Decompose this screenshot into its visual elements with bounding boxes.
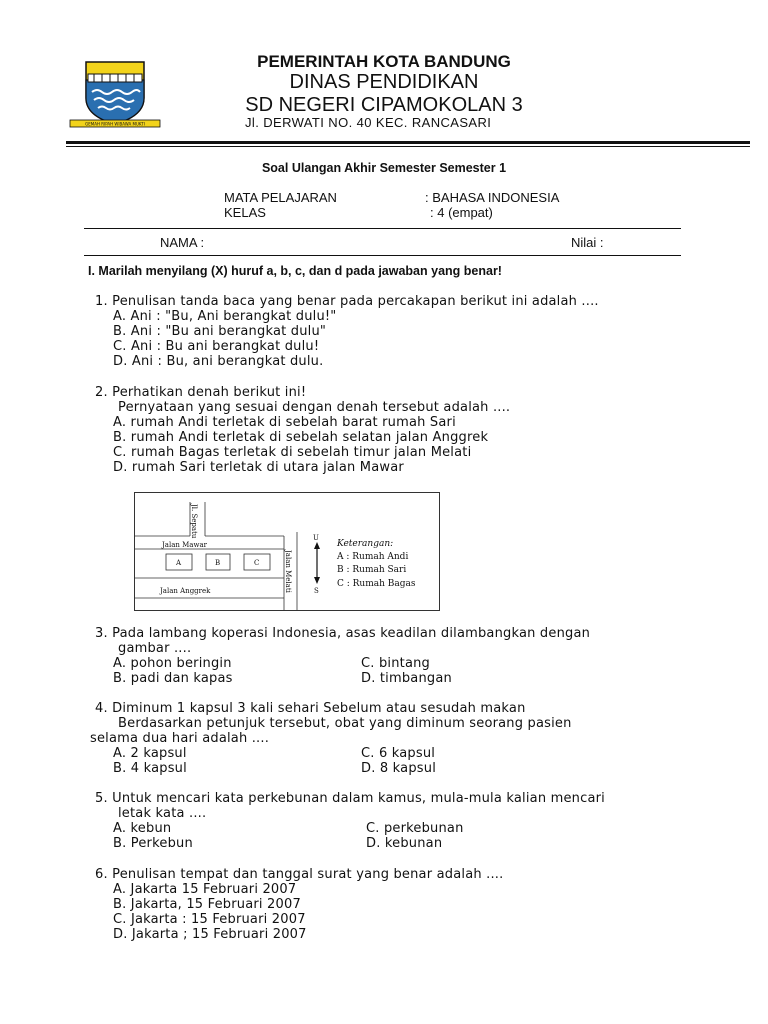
neighborhood-map (134, 492, 440, 611)
map-house-a: A (176, 559, 182, 567)
exam-title: Soal Ulangan Akhir Semester Semester 1 (261, 161, 507, 175)
map-label-jl-sepatu: Jl. Sepatu (190, 504, 198, 539)
question-6-option-b: B. Jakarta, 15 Februari 2007 (113, 897, 301, 912)
score-label: Nilai : (571, 235, 604, 250)
question-6-option-a: A. Jakarta 15 Februari 2007 (113, 882, 297, 897)
subject-value: : BAHASA INDONESIA (425, 190, 560, 205)
question-2-option-a: A. rumah Andi terletak di sebelah barat rumah Sari (113, 415, 456, 430)
question-5-stem: 5. Untuk mencari kata perkebunan dalam kamus, mula-mula kalian mencari (95, 791, 605, 806)
map-legend-b: B : Rumah Sari (337, 565, 407, 575)
class-label: KELAS (224, 205, 266, 220)
question-4-option-c: C. 6 kapsul (361, 746, 436, 761)
question-1-option-c: C. Ani : Bu ani berangkat dulu! (113, 339, 320, 354)
subject-label: MATA PELAJARAN (224, 190, 337, 205)
question-4-stem-line3: selama dua hari adalah .... (90, 731, 270, 746)
map-compass-north: U (313, 534, 319, 542)
map-house-b: B (215, 559, 221, 567)
question-3-option-d: D. timbangan (361, 671, 452, 686)
name-row-top-line (84, 228, 681, 229)
header-school: SD NEGERI CIPAMOKOLAN 3 (245, 94, 523, 116)
question-5-option-a: A. kebun (113, 821, 172, 836)
question-3-stem: 3. Pada lambang koperasi Indonesia, asas keadilan dilambangkan dengan (95, 626, 591, 641)
question-3-option-b: B. padi dan kapas (113, 671, 233, 686)
question-2-stem-line2: Pernyataan yang sesuai dengan denah tersebut adalah .... (118, 400, 511, 415)
question-6-option-d: D. Jakarta ; 15 Februari 2007 (113, 927, 307, 942)
question-3-option-c: C. bintang (361, 656, 430, 671)
question-2-option-d: D. rumah Sari terletak di utara jalan Mawar (113, 460, 404, 475)
name-row-bottom-line (84, 255, 681, 256)
question-4-stem: 4. Diminum 1 kapsul 3 kali sehari Sebelum atau sesudah makan (95, 701, 526, 716)
map-legend-title: Keterangan: (337, 539, 394, 549)
map-legend-c: C : Rumah Bagas (337, 579, 416, 589)
question-2-stem: 2. Perhatikan denah berikut ini! (95, 385, 307, 400)
header-divider-thin (66, 146, 750, 147)
instruction: I. Marilah menyilang (X) huruf a, b, c, dan d pada jawaban yang benar! (88, 264, 502, 278)
question-2-option-c: C. rumah Bagas terletak di sebelah timur jalan Melati (113, 445, 472, 460)
header-divider-thick (66, 141, 750, 144)
map-label-jalan-anggrek: Jalan Anggrek (160, 587, 211, 595)
question-1-option-d: D. Ani : Bu, ani berangkat dulu. (113, 354, 324, 369)
question-4-option-b: B. 4 kapsul (113, 761, 187, 776)
name-label: NAMA : (160, 235, 205, 250)
svg-text:GEMAH RIPAH WIBAWA MUKTI: GEMAH RIPAH WIBAWA MUKTI (85, 121, 145, 127)
question-4-option-a: A. 2 kapsul (113, 746, 187, 761)
map-legend-a: A : Rumah Andi (337, 552, 409, 562)
question-5-option-c: C. perkebunan (366, 821, 464, 836)
question-5-option-d: D. kebunan (366, 836, 443, 851)
question-3-option-a: A. pohon beringin (113, 656, 232, 671)
map-label-jalan-melati: Jalan Melati (284, 550, 292, 593)
class-value: : 4 (empat) (430, 205, 493, 220)
question-4-option-d: D. 8 kapsul (361, 761, 437, 776)
question-6-stem: 6. Penulisan tempat dan tanggal surat yang benar adalah .... (95, 867, 504, 882)
question-1-stem: 1. Penulisan tanda baca yang benar pada percakapan berikut ini adalah .... (95, 294, 599, 309)
question-5-stem-line2: letak kata .... (118, 806, 207, 821)
map-compass-south: S (314, 587, 319, 595)
question-1-option-b: B. Ani : "Bu ani berangkat dulu" (113, 324, 327, 339)
header-address: Jl. DERWATI NO. 40 KEC. RANCASARI (245, 115, 492, 130)
question-6-option-c: C. Jakarta : 15 Februari 2007 (113, 912, 306, 927)
question-5-option-b: B. Perkebun (113, 836, 193, 851)
question-2-option-b: B. rumah Andi terletak di sebelah selatan jalan Anggrek (113, 430, 489, 445)
header-government: PEMERINTAH KOTA BANDUNG (257, 52, 511, 71)
question-4-stem-line2: Berdasarkan petunjuk tersebut, obat yang diminum seorang pasien (118, 716, 572, 731)
map-label-jalan-mawar: Jalan Mawar (162, 541, 207, 549)
map-house-c: C (254, 559, 260, 567)
question-3-stem-line2: gambar .... (118, 641, 192, 656)
question-1-option-a: A. Ani : "Bu, Ani berangkat dulu!" (113, 309, 337, 324)
header-department: DINAS PENDIDIKAN (289, 71, 479, 93)
